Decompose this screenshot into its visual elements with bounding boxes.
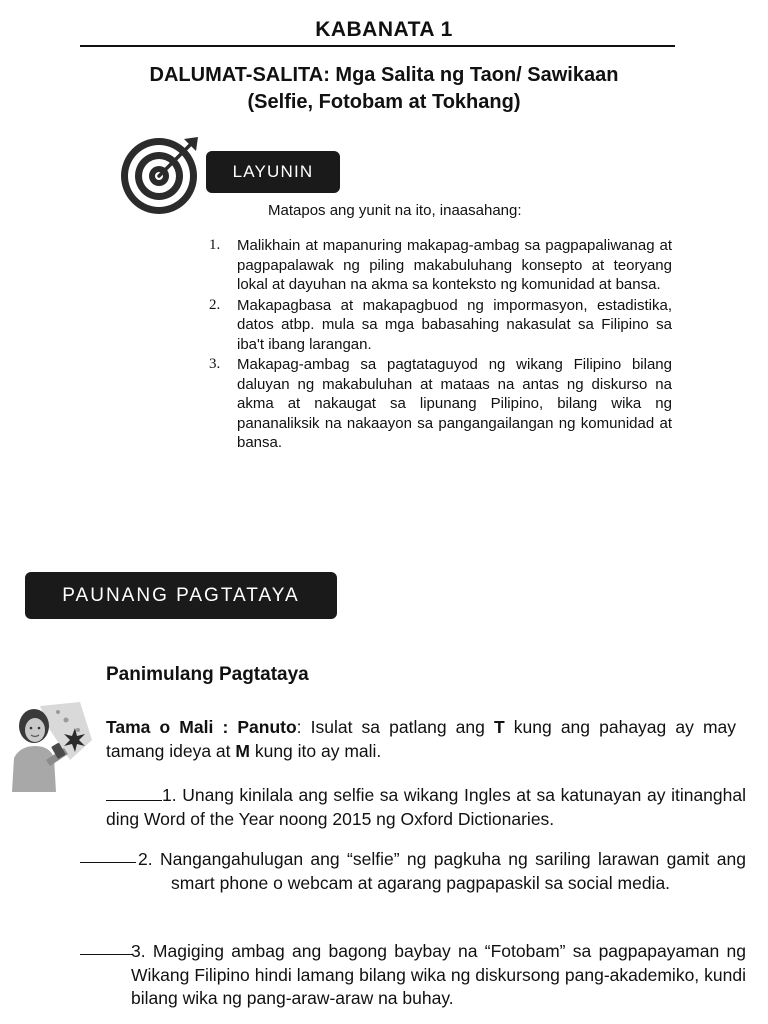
instruction-paragraph <box>106 716 736 763</box>
item-text: Nangangahulugan ang “selfie” ng pagkuha ng sariling larawan gamit ang smart phone o webcam at agarang pagpapaskil sa social media. <box>160 849 746 893</box>
objective-text: Makapag-ambag sa pagtataguyod ng wikang Filipino bilang daluyan ng makabuluhan at mataas na antas ng diskurso na akma at nakaugat sa lipunang Pilipino, bilang wika ng pananaliksik na nakaayon sa pangangailangan ng komunidad at bansa. <box>237 356 672 451</box>
instruction-text-c: kung ito ay mali. <box>249 740 382 761</box>
answer-blank[interactable] <box>80 940 132 955</box>
instruction-text-b: kung ang pahayag ay may tamang ideya at <box>106 717 737 761</box>
objective-item <box>200 236 672 295</box>
instruction-false-letter: M <box>235 740 250 761</box>
objectives-pill <box>206 151 340 193</box>
lesson-title-line2: (Selfie, Fotobam at Tokhang) <box>247 91 521 113</box>
item-text: Unang kinilala ang selfie sa wikang Ingles at sa katunayan ay itinanghal ding Word of the Year noong 2015 ng Oxford Dictionaries. <box>106 785 746 829</box>
heading-divider <box>80 45 675 47</box>
assessment-item <box>106 784 746 831</box>
pre-assessment-pill-label: PAUNANG PAGTATAYA <box>62 584 300 606</box>
lesson-title-line1: DALUMAT-SALITA: Mga Salita ng Taon/ Sawikaan <box>149 64 619 86</box>
objectives-pill-label: LAYUNIN <box>232 162 314 181</box>
objective-number: 1. <box>209 237 221 253</box>
item-text: Magiging ambag ang bagong baybay na “Fotobam” sa pagpapayaman ng Wikang Filipino hindi lamang bilang wika ng diskursong pang-akademiko, kundi bilang wika ng pang-araw-araw na buhay. <box>131 941 746 1008</box>
objectives-intro: Matapos ang yunit na ito, inaasahang: <box>268 202 522 219</box>
objective-item <box>200 296 672 355</box>
instruction-true-letter: T <box>493 717 505 737</box>
target-icon <box>118 133 204 217</box>
answer-blank[interactable] <box>80 848 136 863</box>
assessment-item <box>138 848 746 895</box>
objective-item <box>200 355 672 453</box>
section-subheading: Panimulang Pagtataya <box>106 664 309 685</box>
answer-blank-wrap <box>80 848 138 868</box>
pre-assessment-pill <box>25 572 337 619</box>
item-number: 2. <box>138 849 153 869</box>
student-selfie-illustration <box>10 700 94 792</box>
item-number: 3. <box>131 941 146 961</box>
instruction-text-a: : Isulat sa patlang ang <box>296 717 494 737</box>
answer-blank-wrap <box>80 940 132 960</box>
objective-number: 3. <box>209 356 221 372</box>
item-number: 1. <box>162 785 177 805</box>
objective-text: Malikhain at mapanuring makapag-ambag sa pagpapaliwanag at pagpapalawak ng piling makabuluhang konsepto at teoryang lokal at dayuhan na akma sa konteksto ng komunidad at bansa. <box>237 237 672 293</box>
assessment-item <box>131 940 746 1011</box>
objectives-list <box>200 236 672 454</box>
answer-blank[interactable] <box>106 786 162 801</box>
objective-text: Makapagbasa at makapagbuod ng impormasyon, estadistika, datos atbp. mula sa mga babasahing nakasulat sa Filipino sa iba't ibang larangan. <box>237 296 672 353</box>
chapter-heading: KABANATA 1 <box>315 18 453 41</box>
objective-number: 2. <box>209 296 221 313</box>
instruction-label: Tama o Mali : Panuto <box>106 717 297 737</box>
